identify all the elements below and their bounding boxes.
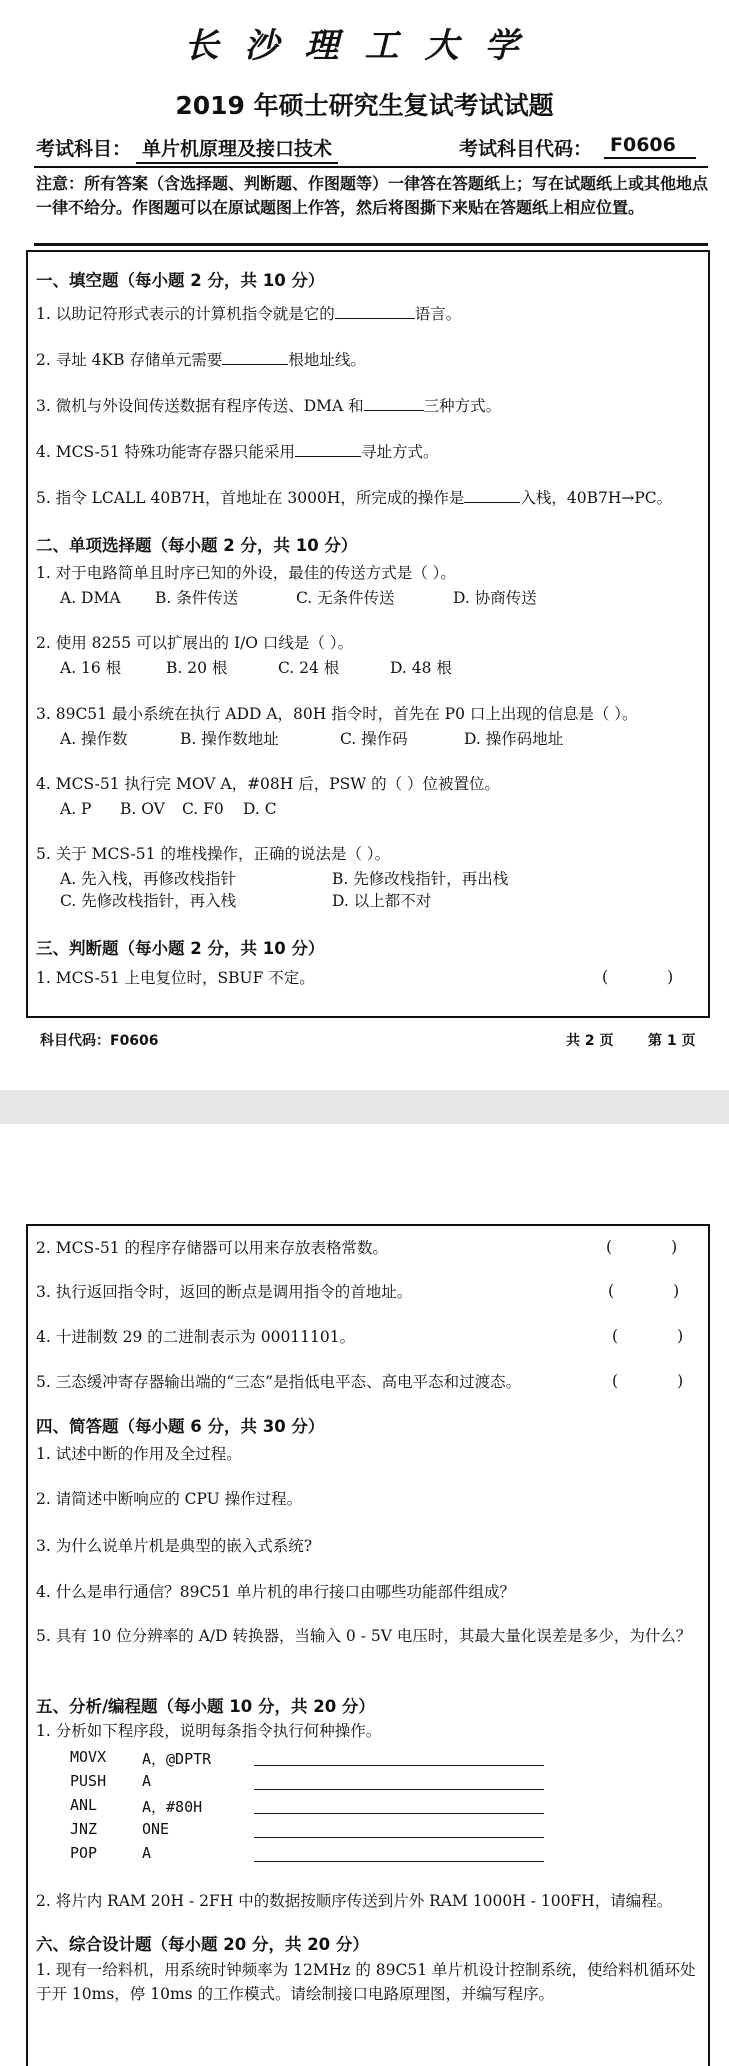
code-arg: A，#80H: [142, 1798, 203, 1816]
question-2-2: 2. 使用 8255 可以扩展出的 I/O 口线是（ ）。: [36, 634, 354, 652]
question-2-4: 4. MCS-51 执行完 MOV A，#08H 后，PSW 的（ ）位被置位。: [36, 775, 501, 793]
university-name: 长沙理工大学: [184, 26, 545, 66]
answer-blank: [364, 396, 424, 411]
option-b: B. OV: [120, 800, 165, 818]
subject-code-value: F0606: [604, 134, 696, 159]
answer-parens: ( ): [602, 968, 674, 986]
code-op: MOVX: [70, 1748, 107, 1766]
question-4-2: 2. 请简述中断响应的 CPU 操作过程。: [36, 1490, 303, 1508]
page-separator: [0, 1090, 729, 1124]
footer-page-number: 第 1 页: [648, 1033, 696, 1049]
question-4-3: 3. 为什么说单片机是典型的嵌入式系统?: [36, 1537, 313, 1555]
answer-line: [254, 1813, 544, 1814]
q1-5-text: 5. 指令 LCALL 40B7H，首地址在 3000H，所完成的操作是: [36, 489, 465, 507]
question-2-3: 3. 89C51 最小系统在执行 ADD A，80H 指令时，首先在 P0 口上出现的信息是（ ）。: [36, 705, 638, 723]
answer-parens: ( ): [608, 1282, 680, 1300]
option-c: C. F0: [182, 800, 224, 818]
question-2-1: 1. 对于电路简单且时序已知的外设，最佳的传送方式是（ ）。: [36, 564, 456, 582]
answer-line: [254, 1789, 544, 1790]
question-4-1: 1. 试述中断的作用及全过程。: [36, 1445, 242, 1463]
answer-parens: ( ): [612, 1372, 684, 1390]
question-6-1: 1. 现有一给料机，用系统时钟频率为 12MHz 的 89C51 单片机设计控制系统，使给料机循环处于开 10ms，停 10ms 的工作模式。请绘制接口电路原理图，并编写程序。: [36, 1961, 696, 2003]
answer-line: [254, 1765, 544, 1766]
option-b: B. 20 根: [166, 659, 228, 677]
section-choice-title: 二、单项选择题（每小题 2 分，共 10 分）: [36, 536, 358, 555]
section-programming-title: 五、分析/编程题（每小题 10 分，共 20 分）: [36, 1697, 375, 1716]
q1-5-tail: 入栈，40B7H→PC。: [520, 489, 673, 507]
question-1-5: [36, 488, 672, 508]
option-b: B. 先修改栈指针，再出栈: [332, 870, 509, 888]
exam-page-2: [0, 1124, 729, 2039]
option-c: C. 无条件传送: [296, 589, 395, 607]
footer-subject-code: 科目代码：F0606: [40, 1033, 159, 1049]
option-b: B. 操作数地址: [180, 730, 279, 748]
option-a: A. P: [60, 800, 92, 818]
q1-1-text: 1. 以助记符形式表示的计算机指令就是它的: [36, 305, 335, 323]
q1-2-tail: 根地址线。: [288, 351, 366, 369]
q1-4-tail: 寻址方式。: [361, 443, 439, 461]
q1-3-tail: 三种方式。: [423, 397, 502, 415]
option-d: D. 操作码地址: [464, 730, 564, 748]
question-3-1: 1. MCS-51 上电复位时，SBUF 不定。: [36, 969, 315, 987]
question-2-5: 5. 关于 MCS-51 的堆栈操作，正确的说法是（ ）。: [36, 845, 391, 863]
option-d: D. 以上都不对: [332, 892, 432, 910]
question-3-2: 2. MCS-51 的程序存储器可以用来存放表格常数。: [36, 1239, 389, 1257]
question-4-5: 5. 具有 10 位分辨率的 A/D 转换器，当输入 0 - 5V 电压时，其最大量化误差是多少，为什么？: [36, 1627, 692, 1645]
subject-label: 考试科目：: [36, 138, 132, 160]
section-short-answer-title: 四、简答题（每小题 6 分，共 30 分）: [36, 1417, 325, 1436]
question-5-2: 2. 将片内 RAM 20H - 2FH 中的数据按顺序传送到片外 RAM 1000H - 100FH，请编程。: [36, 1892, 673, 1910]
option-a: A. 先入栈，再修改栈指针: [60, 870, 237, 888]
section-fill-blank-title: 一、填空题（每小题 2 分，共 10 分）: [36, 271, 325, 290]
exam-notice: 注意：所有答案（含选择题、判断题、作图题等）一律答在答题纸上；写在试题纸上或其他地点一律不给分。作图题可以在原试题图上作答，然后将图撕下来贴在答题纸上相应位置。: [36, 174, 709, 217]
q1-3-text: 3. 微机与外设间传送数据有程序传送、DMA 和: [36, 397, 364, 415]
question-1-4: [36, 442, 439, 462]
code-op: ANL: [70, 1796, 98, 1814]
option-d: D. C: [243, 800, 277, 818]
code-op: POP: [70, 1844, 98, 1862]
answer-parens: ( ): [606, 1238, 678, 1256]
answer-blank: [464, 488, 520, 503]
q1-2-text: 2. 寻址 4KB 存储单元需要: [36, 351, 223, 369]
code-op: JNZ: [70, 1820, 98, 1838]
q1-4-text: 4. MCS-51 特殊功能寄存器只能采用: [36, 443, 296, 461]
option-b: B. 条件传送: [155, 589, 239, 607]
code-arg: ONE: [142, 1820, 170, 1838]
question-3-3: 3. 执行返回指令时，返回的断点是调用指令的首地址。: [36, 1283, 413, 1301]
footer-page-total: 共 2 页: [566, 1033, 614, 1049]
answer-blank: [222, 350, 288, 365]
question-4-4: 4. 什么是串行通信？89C51 单片机的串行接口由哪些功能部件组成？: [36, 1583, 515, 1601]
answer-line: [254, 1837, 544, 1838]
section-judge-title: 三、判断题（每小题 2 分，共 10 分）: [36, 939, 325, 958]
answer-line: [254, 1861, 544, 1862]
header-divider: [34, 166, 708, 168]
question-5-1: 1. 分析如下程序段，说明每条指令执行何种操作。: [36, 1722, 382, 1740]
subject-row: [36, 134, 706, 164]
option-c: C. 操作码: [340, 730, 408, 748]
question-3-5: 5. 三态缓冲寄存器输出端的“三态”是指低电平态、高电平态和过渡态。: [36, 1373, 522, 1391]
option-a: A. DMA: [60, 589, 121, 607]
code-op: PUSH: [70, 1772, 107, 1790]
q1-1-tail: 语言。: [414, 305, 462, 323]
exam-title: 2019 年硕士研究生复试考试试题: [175, 91, 554, 120]
option-a: A. 操作数: [60, 730, 128, 748]
answer-blank: [295, 442, 361, 457]
option-a: A. 16 根: [60, 659, 122, 677]
code-arg: A，@DPTR: [142, 1750, 212, 1768]
question-3-4: 4. 十进制数 29 的二进制表示为 00011101。: [36, 1328, 356, 1346]
option-c: C. 先修改栈指针，再入栈: [60, 892, 237, 910]
question-1-1: [36, 304, 461, 324]
question-1-2: [36, 350, 366, 370]
subject-value: 单片机原理及接口技术: [136, 134, 338, 164]
question-1-3: [36, 396, 501, 416]
option-d: D. 48 根: [390, 659, 452, 677]
answer-blank: [335, 304, 415, 319]
option-d: D. 协商传送: [453, 589, 537, 607]
subject-code-label: 考试科目代码：: [459, 138, 593, 160]
notice-divider: [34, 243, 708, 246]
code-arg: A: [142, 1772, 152, 1790]
section-design-title: 六、综合设计题（每小题 20 分，共 20 分）: [36, 1935, 369, 1954]
answer-parens: ( ): [612, 1327, 684, 1345]
option-c: C. 24 根: [278, 659, 340, 677]
code-arg: A: [142, 1844, 152, 1862]
